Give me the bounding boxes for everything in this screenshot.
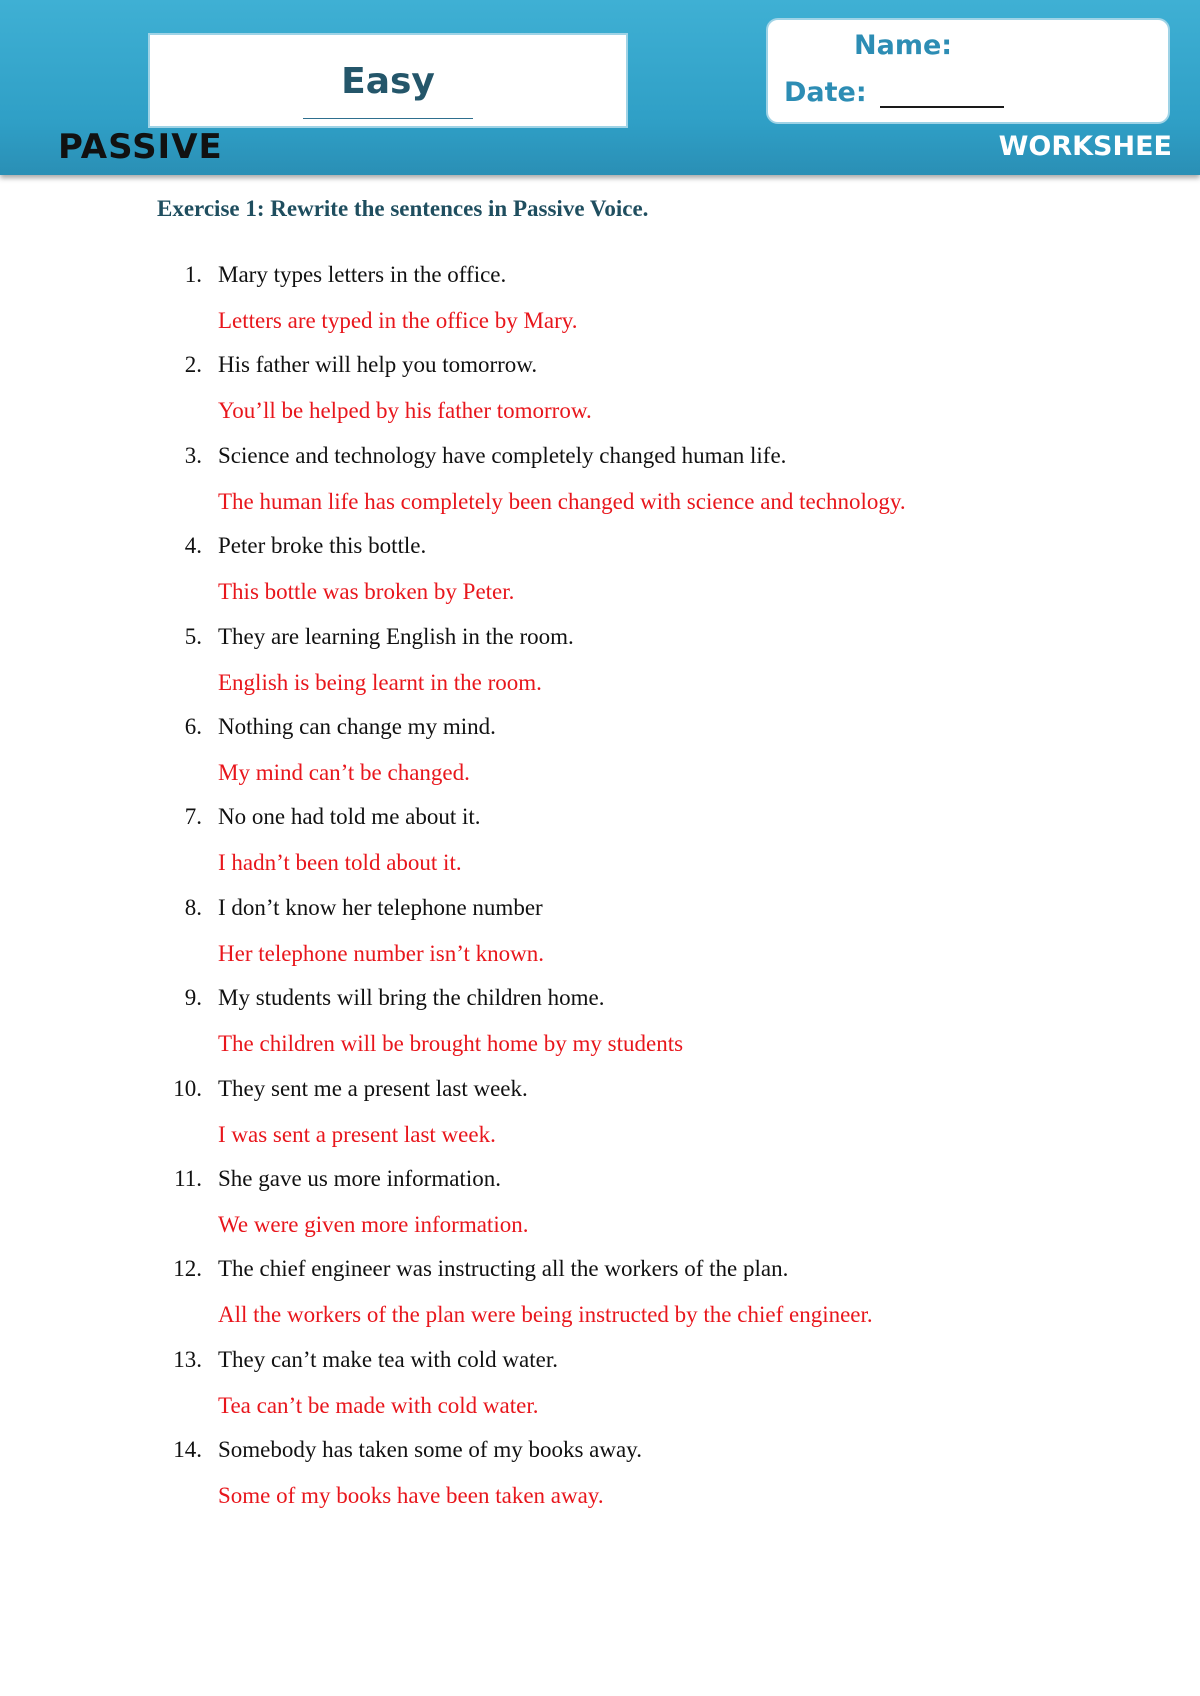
exercise-item	[0, 895, 1200, 975]
item-answer: Her telephone number isn’t known.	[218, 940, 544, 966]
item-number: 10.	[173, 1075, 202, 1101]
exercise-item	[0, 352, 1200, 432]
exercise-item	[0, 804, 1200, 884]
item-question: Science and technology have completely changed human life.	[218, 442, 787, 468]
level-box	[148, 33, 628, 128]
item-question: Nothing can change my mind.	[218, 714, 496, 739]
item-number: 9.	[184, 985, 202, 1011]
exercise-item	[0, 533, 1200, 613]
item-answer: I hadn’t been told about it.	[218, 850, 462, 876]
item-number: 13.	[173, 1346, 202, 1372]
item-question: They can’t make tea with cold water.	[218, 1346, 558, 1372]
item-question: Somebody has taken some of my books away.	[218, 1437, 642, 1463]
item-question: His father will help you tomorrow.	[218, 352, 538, 378]
date-blank-line	[880, 106, 1004, 108]
exercise-item	[0, 443, 1200, 523]
item-answer: The children will be brought home by my students	[218, 1031, 684, 1057]
item-number: 6.	[184, 714, 202, 739]
item-number: 5.	[184, 623, 202, 649]
item-answer: My mind can’t be changed.	[218, 760, 470, 785]
item-number: 14.	[173, 1437, 202, 1463]
exercise-item	[0, 1347, 1200, 1427]
item-answer: You’ll be helped by his father tomorrow.	[218, 398, 592, 424]
exercise-item	[0, 262, 1200, 342]
exercise-item	[0, 1166, 1200, 1246]
exercise-item	[0, 714, 1200, 794]
item-number: 4.	[184, 533, 202, 559]
level-label: Easy	[341, 61, 435, 102]
item-question: Peter broke this bottle.	[218, 533, 427, 559]
item-question: They sent me a present last week.	[218, 1075, 528, 1101]
exercise-item	[0, 1437, 1200, 1517]
item-question: She gave us more information.	[218, 1166, 501, 1191]
item-answer: Some of my books have been taken away.	[218, 1483, 604, 1509]
exercise-item	[0, 624, 1200, 704]
item-question: They are learning English in the room.	[218, 623, 574, 649]
item-number: 3.	[184, 442, 202, 468]
exercise-item	[0, 1256, 1200, 1336]
item-number: 2.	[184, 352, 202, 378]
worksheet-subtitle: WORKSHEE	[998, 131, 1172, 162]
item-answer: Letters are typed in the office by Mary.	[218, 308, 578, 333]
worksheet-title: PASSIVE	[58, 127, 223, 167]
exercise-item	[0, 985, 1200, 1065]
item-question: Mary types letters in the office.	[218, 262, 507, 287]
exercise-item	[0, 1076, 1200, 1156]
item-question: I don’t know her telephone number	[218, 894, 543, 920]
item-question: The chief engineer was instructing all the workers of the plan.	[218, 1256, 789, 1282]
student-info-box	[766, 18, 1170, 124]
item-question: My students will bring the children home.	[218, 985, 605, 1011]
item-answer: Tea can’t be made with cold water.	[218, 1392, 539, 1418]
exercise-title: Exercise 1: Rewrite the sentences in Passive Voice.	[157, 196, 649, 221]
item-answer: This bottle was broken by Peter.	[218, 579, 515, 605]
date-label: Date:	[784, 77, 867, 108]
item-answer: All the workers of the plan were being instructed by the chief engineer.	[218, 1302, 873, 1328]
item-number: 1.	[184, 262, 202, 287]
item-number: 12.	[173, 1256, 202, 1282]
item-answer: English is being learnt in the room.	[218, 669, 542, 695]
item-question: No one had told me about it.	[218, 804, 481, 830]
item-number: 8.	[184, 894, 202, 920]
level-underline	[303, 118, 473, 119]
name-label: Name:	[854, 30, 953, 61]
item-answer: The human life has completely been changed with science and technology.	[218, 488, 906, 514]
item-number: 7.	[184, 804, 202, 830]
item-number: 11.	[174, 1166, 202, 1191]
item-answer: We were given more information.	[218, 1212, 529, 1237]
item-answer: I was sent a present last week.	[218, 1121, 496, 1147]
worksheet-header	[0, 0, 1200, 175]
